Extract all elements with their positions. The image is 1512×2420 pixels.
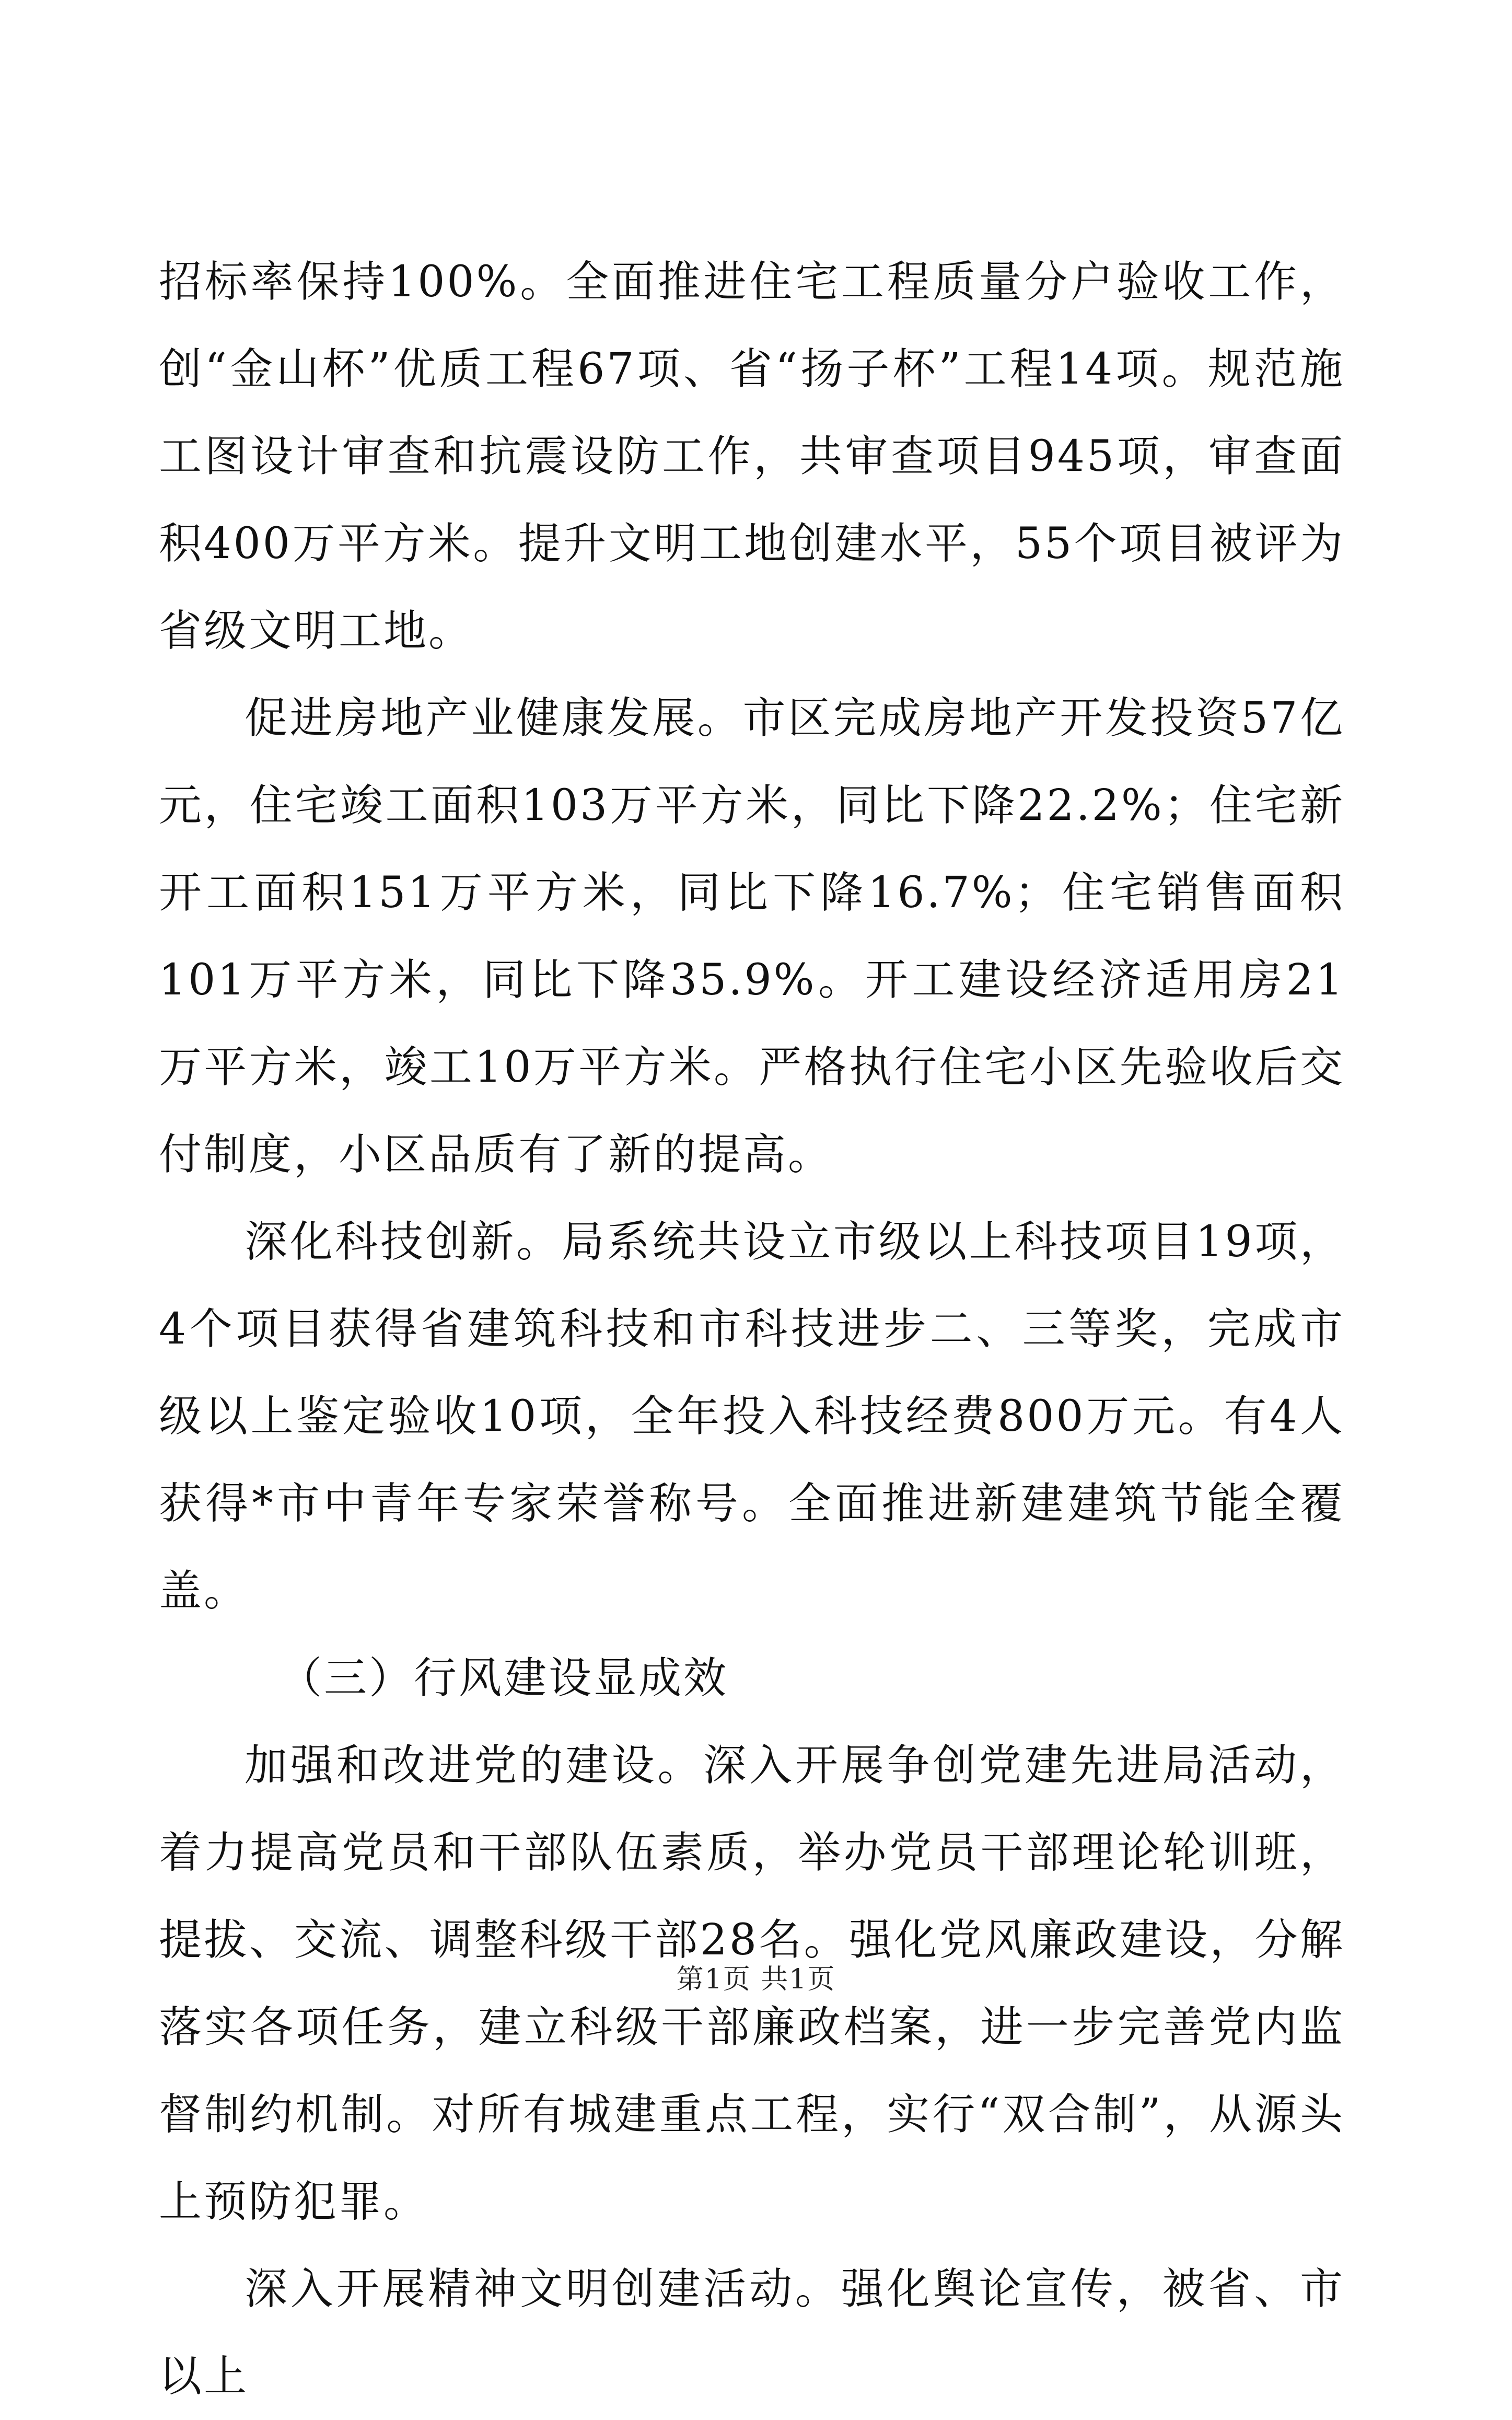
paragraph-quality-results: 招标率保持100%。全面推进住宅工程质量分户验收工作，创“金山杯”优质工程67项、省“扬子杯”工程14项。规范施工图设计审查和抗震设防工作，共审查项目945项，审查面积400万平方米。提升文明工地创建水平，55个项目被评为省级文明工地。 [159, 257, 1345, 656]
page-footer: 第1页 共1页 [676, 1964, 836, 1995]
section-heading: （三）行风建设显成效 [279, 1653, 729, 1703]
paragraph-civilization: 深入开展精神文明创建活动。强化舆论宣传，被省、市以上 [159, 2264, 1345, 2401]
document-body [159, 238, 1345, 2420]
paragraph-party-building: 加强和改进党的建设。深入开展争创党建先进局活动，着力提高党员和干部队伍素质，举办党员干部理论轮训班，提拔、交流、调整科级干部28名。强化党风廉政建设，分解落实各项任务，建立科级干部廉政档案，进一步完善党内监督制约机制。对所有城建重点工程，实行“双合制”，从源头上预防犯罪。 [159, 1741, 1345, 2227]
paragraph-tech-innovation: 深化科技创新。局系统共设立市级以上科技项目19项，4个项目获得省建筑科技和市科技进步二、三等奖，完成市级以上鉴定验收10项，全年投入科技经费800万元。有4人获得*市中青年专家荣誉称号。全面推进新建建筑节能全覆盖。 [159, 1217, 1345, 1616]
paragraph-real-estate: 促进房地产业健康发展。市区完成房地产开发投资57亿元，住宅竣工面积103万平方米，同比下降22.2%；住宅新开工面积151万平方米，同比下降16.7%；住宅销售面积101万平方米，同比下降35.9%。开工建设经济适用房21万平方米，竣工10万平方米。严格执行住宅小区先验收后交付制度，小区品质有了新的提高。 [159, 693, 1345, 1179]
